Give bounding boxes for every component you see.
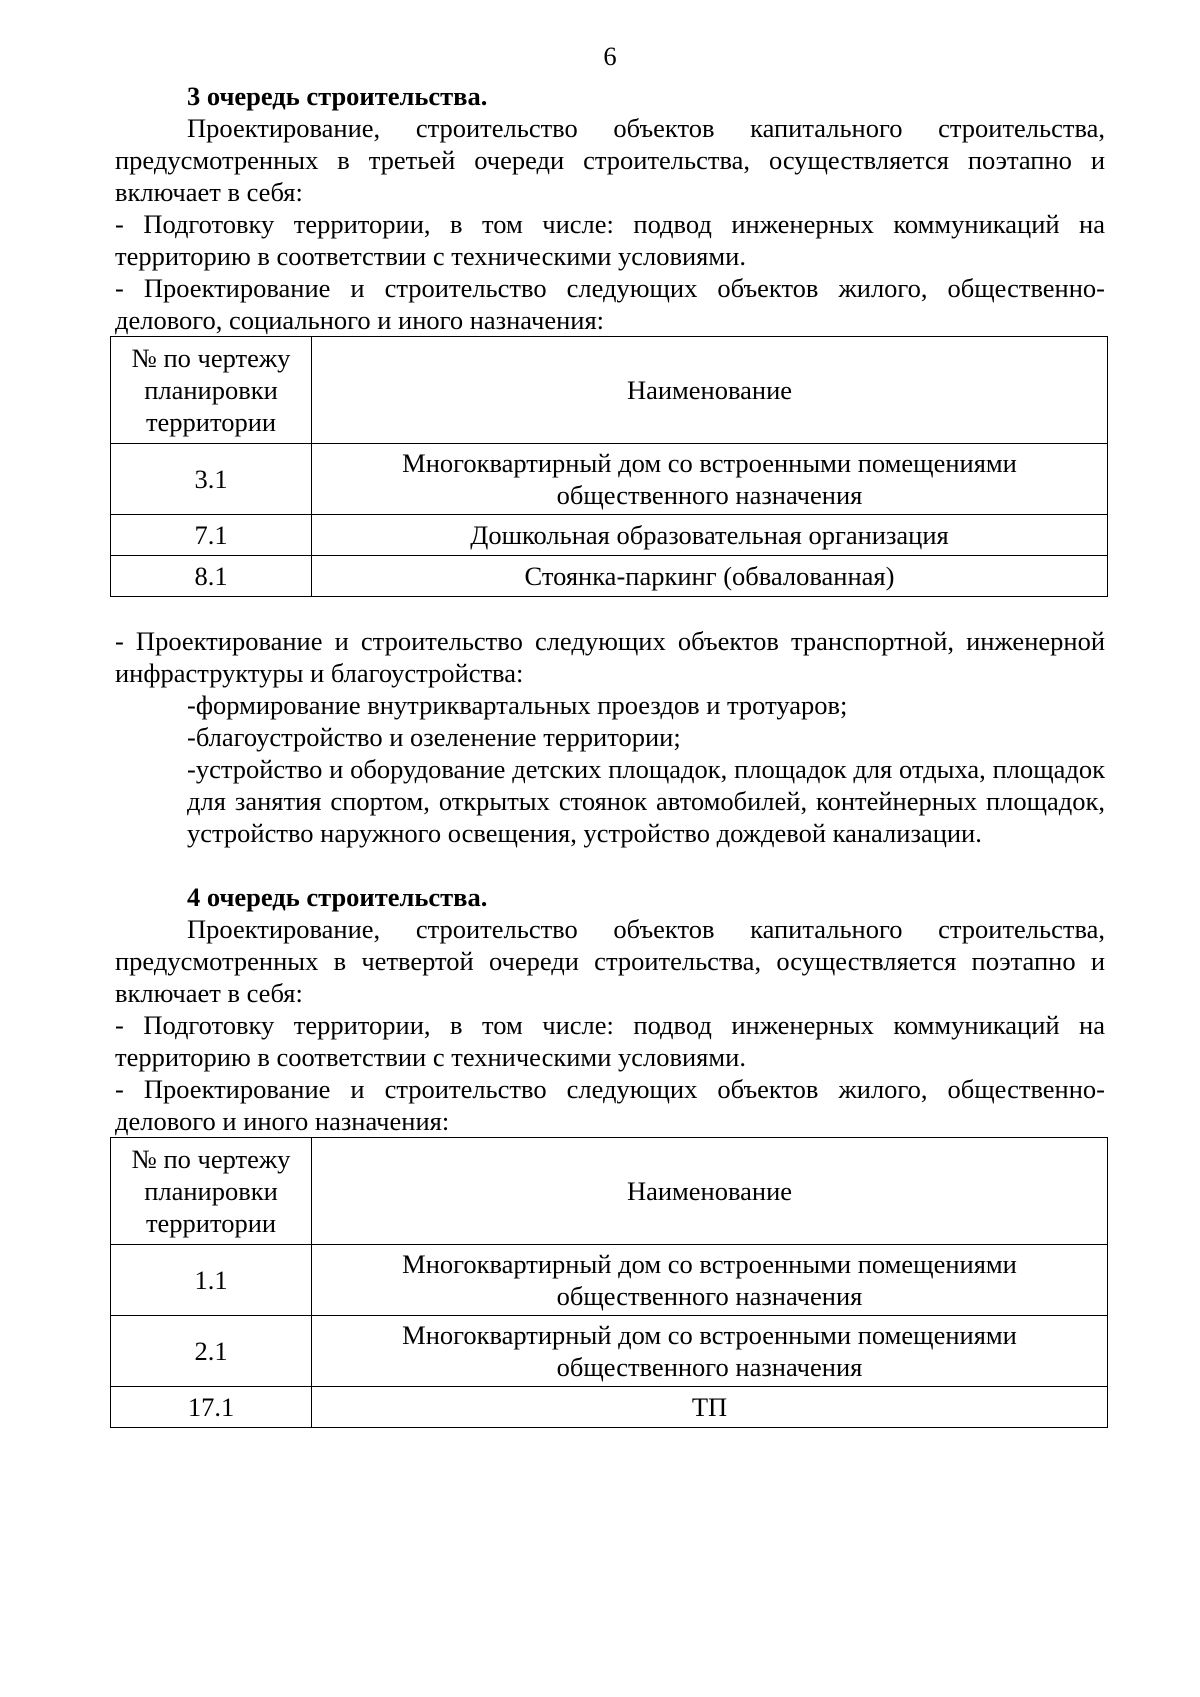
- table-header-row: [111, 337, 1108, 444]
- row-name-cell: Дошкольная образовательная организация: [312, 515, 1108, 556]
- section-3-item-objects: - Проектирование и строительство следующих объектов жилого, общественно-делового, социального и иного назначения:: [115, 273, 1105, 335]
- row-name-cell: ТП: [312, 1387, 1108, 1428]
- header-name-cell: Наименование: [312, 1138, 1108, 1245]
- section-3-infra-intro: - Проектирование и строительство следующих объектов транспортной, инженерной инфраструктуры и благоустройства:: [115, 626, 1105, 688]
- section-4-intro: Проектирование, строительство объектов капитального строительства, предусмотренных в четвертой очереди строительства, осуществляется поэтапно и включает в себя:: [115, 914, 1105, 1008]
- row-name-cell: Многоквартирный дом со встроенными помещениями общественного назначения: [312, 444, 1108, 515]
- header-name-cell: Наименование: [312, 337, 1108, 444]
- section-4-item-territory: - Подготовку территории, в том числе: подвод инженерных коммуникаций на территорию в соответствии с техническими условиями.: [115, 1010, 1105, 1072]
- document-page: [115, 40, 1105, 1428]
- section-3-heading: 3 очередь строительства.: [187, 81, 488, 111]
- row-name-cell: Стоянка-паркинг (обвалованная): [312, 556, 1108, 597]
- page-number: 6: [603, 41, 617, 71]
- row-number-cell: 17.1: [111, 1387, 312, 1428]
- row-number-cell: 7.1: [111, 515, 312, 556]
- table-row: [111, 1316, 1108, 1387]
- header-number-cell: № по чертежу планировки территории: [111, 337, 312, 444]
- section-4-item-objects: - Проектирование и строительство следующих объектов жилого, общественно-делового и иного назначения:: [115, 1074, 1105, 1136]
- row-name-cell: Многоквартирный дом со встроенными помещениями общественного назначения: [312, 1245, 1108, 1316]
- infra-item-landscaping: -благоустройство и озеленение территории;: [187, 722, 681, 752]
- section-4-heading: 4 очередь строительства.: [187, 882, 488, 912]
- row-number-cell: 8.1: [111, 556, 312, 597]
- row-number-cell: 3.1: [111, 444, 312, 515]
- infra-item-playgrounds: -устройство и оборудование детских площадок, площадок для отдыха, площадок для занятия спортом, открытых стоянок автомобилей, контейнерных площадок, устройство наружного освещения, устройство дождевой канализации.: [187, 754, 1105, 848]
- table-row: [111, 515, 1108, 556]
- header-number-cell: № по чертежу планировки территории: [111, 1138, 312, 1245]
- table-header-row: [111, 1138, 1108, 1245]
- section-4-table: [110, 1137, 1108, 1428]
- row-number-cell: 1.1: [111, 1245, 312, 1316]
- row-name-cell: Многоквартирный дом со встроенными помещениями общественного назначения: [312, 1316, 1108, 1387]
- section-3-intro: Проектирование, строительство объектов капитального строительства, предусмотренных в третьей очереди строительства, осуществляется поэтапно и включает в себя:: [115, 113, 1105, 207]
- infra-item-driveways: -формирование внутриквартальных проездов и тротуаров;: [187, 690, 848, 720]
- section-3-item-territory: - Подготовку территории, в том числе: подвод инженерных коммуникаций на территорию в соответствии с техническими условиями.: [115, 209, 1105, 271]
- table-row: [111, 1387, 1108, 1428]
- table-row: [111, 444, 1108, 515]
- table-row: [111, 1245, 1108, 1316]
- row-number-cell: 2.1: [111, 1316, 312, 1387]
- table-row: [111, 556, 1108, 597]
- section-3-table: [110, 336, 1108, 597]
